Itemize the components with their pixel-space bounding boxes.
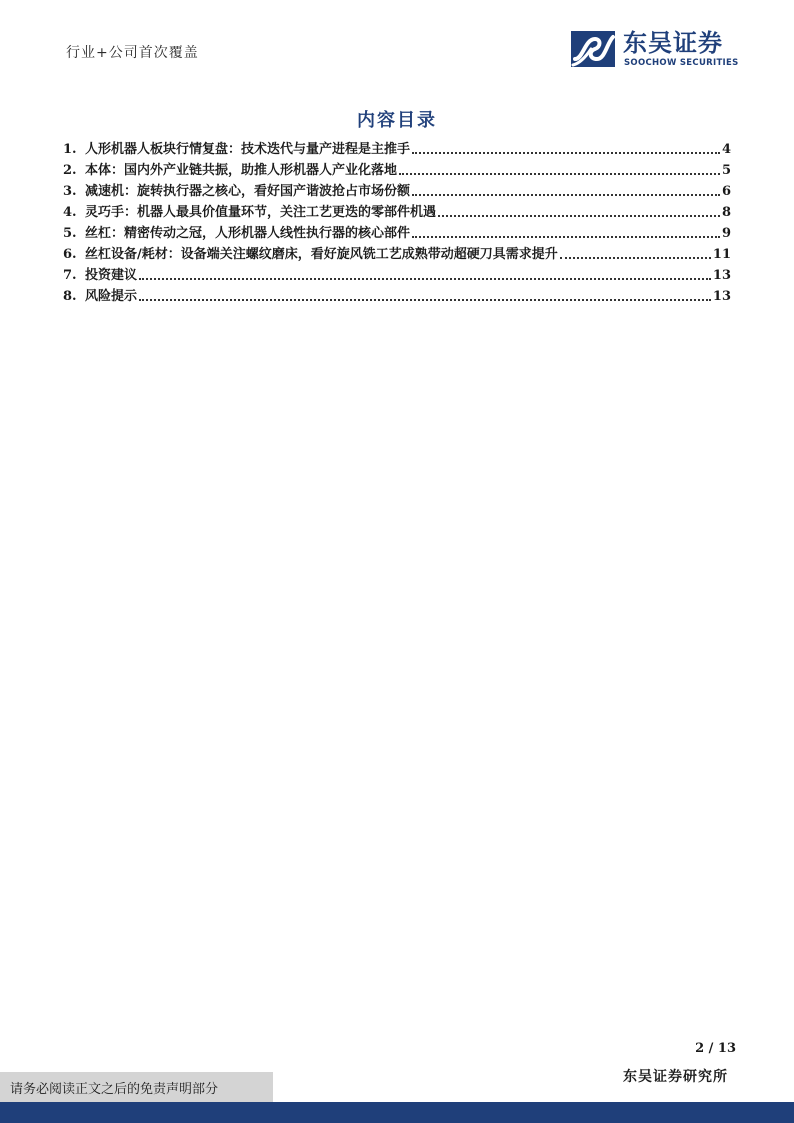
toc-entry-page: 11 — [712, 247, 731, 262]
toc-leader-dots — [560, 257, 711, 259]
page-number: 2 / 13 — [695, 1041, 736, 1056]
toc-entry-page: 9 — [721, 226, 731, 241]
toc-entry-number: 2. — [63, 163, 77, 178]
toc-entry-title: 丝杠设备/耗材：设备端关注螺纹磨床，看好旋风铣工艺成熟带动超硬刀具需求提升 — [85, 247, 558, 262]
toc-entry-page: 8 — [721, 205, 731, 220]
logo-chinese-name: 东吴证券 — [623, 29, 723, 57]
toc-entry-number: 4. — [63, 205, 77, 220]
toc-entry-number: 1. — [63, 142, 77, 157]
toc-entry[interactable] — [63, 159, 731, 180]
toc-entry[interactable] — [63, 180, 731, 201]
disclaimer-banner — [0, 1072, 273, 1102]
toc-leader-dots — [399, 173, 720, 175]
soochow-logo-icon — [571, 29, 617, 69]
toc-leader-dots — [438, 215, 720, 217]
toc-entry[interactable] — [63, 285, 731, 306]
toc-entry[interactable] — [63, 138, 731, 159]
company-logo — [571, 29, 741, 71]
toc-entry-title: 灵巧手：机器人最具价值量环节，关注工艺更迭的零部件机遇 — [85, 205, 437, 220]
table-of-contents — [63, 138, 731, 306]
toc-entry-title: 本体：国内外产业链共振，助推人形机器人产业化落地 — [85, 163, 398, 178]
report-type-tag: 行业+公司首次覆盖 — [66, 45, 199, 61]
toc-entry-number: 8. — [63, 289, 77, 304]
toc-entry-number: 5. — [63, 226, 77, 241]
toc-entry-number: 6. — [63, 247, 77, 262]
toc-entry-title: 减速机：旋转执行器之核心，看好国产谐波抢占市场份额 — [85, 184, 411, 199]
toc-entry-title: 风险提示 — [85, 289, 138, 304]
toc-entry-title: 人形机器人板块行情复盘：技术迭代与量产进程是主推手 — [85, 142, 411, 157]
logo-english-name: SOOCHOW SECURITIES — [624, 58, 739, 68]
toc-leader-dots — [412, 194, 720, 196]
toc-leader-dots — [412, 152, 720, 154]
toc-entry-title: 丝杠：精密传动之冠，人形机器人线性执行器的核心部件 — [85, 226, 411, 241]
toc-entry-page: 13 — [712, 289, 731, 304]
toc-entry-title: 投资建议 — [85, 268, 138, 283]
toc-entry[interactable] — [63, 222, 731, 243]
toc-entry-number: 7. — [63, 268, 77, 283]
toc-entry-page: 5 — [721, 163, 731, 178]
toc-entry[interactable] — [63, 243, 731, 264]
toc-entry-number: 3. — [63, 184, 77, 199]
toc-entry-page: 6 — [721, 184, 731, 199]
toc-entry-page: 13 — [712, 268, 731, 283]
toc-leader-dots — [139, 278, 711, 280]
footer-firm-name: 东吴证券研究所 — [623, 1069, 728, 1085]
toc-entry-page: 4 — [721, 142, 731, 157]
toc-leader-dots — [139, 299, 711, 301]
disclaimer-text: 请务必阅读正文之后的免责声明部分 — [10, 1082, 219, 1097]
toc-entry[interactable] — [63, 264, 731, 285]
toc-title: 内容目录 — [357, 110, 437, 131]
footer-bar — [0, 1102, 794, 1123]
toc-entry[interactable] — [63, 201, 731, 222]
toc-leader-dots — [412, 236, 720, 238]
